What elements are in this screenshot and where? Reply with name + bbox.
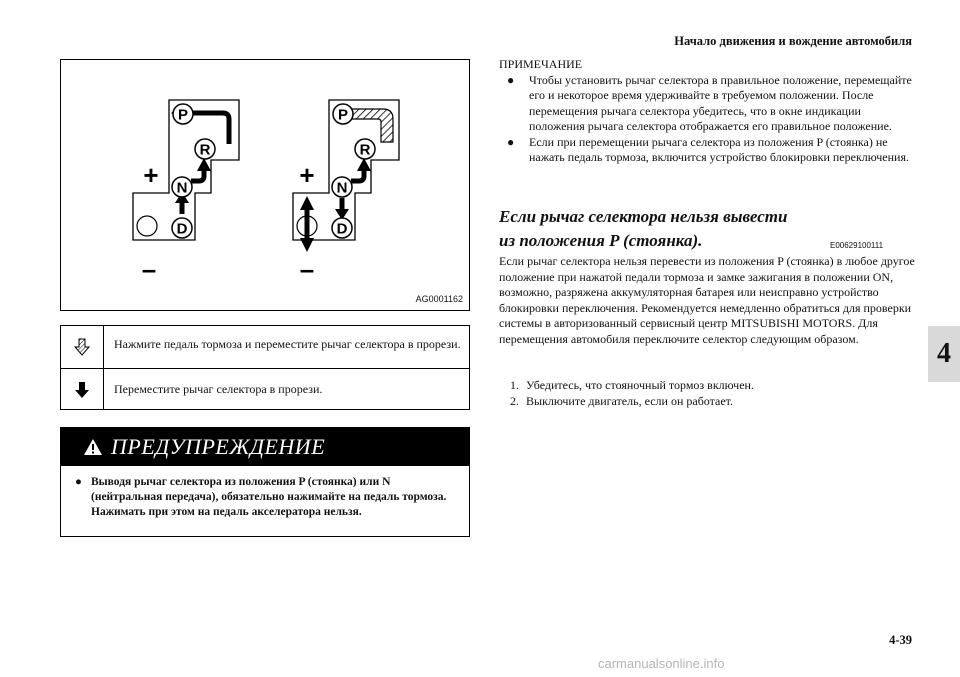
note-bullet-2-text: Если при перемещении рычага селектора из положения P (стоянка) не нажать педаль тормоза, включится устройство блокировки переключения.: [529, 134, 909, 164]
arrow-legend-table: [60, 325, 470, 410]
legend-text-1: Нажмите педаль тормоза и переместите рычаг селектора в прорези.: [114, 337, 461, 351]
legend-text-2: Переместите рычаг селектора в прорези.: [114, 382, 323, 396]
warning-triangle-icon: [83, 438, 103, 456]
page-header: Начало движения и вождение автомобиля: [674, 34, 912, 48]
right-label-d: D: [336, 220, 348, 238]
left-label-n: N: [176, 179, 188, 197]
right-minus-sign: –: [299, 254, 315, 284]
legend-row-solid: [61, 369, 469, 410]
step-2: [510, 394, 920, 410]
step-1: [510, 378, 920, 394]
right-plus-sign: +: [299, 160, 315, 190]
left-minus-sign: –: [141, 254, 157, 284]
step-1-number: 1.: [510, 378, 519, 392]
warning-box: [60, 427, 470, 537]
note-block: [499, 57, 919, 166]
section-title-line-2: из положения P (стоянка).: [499, 231, 703, 250]
section-title-line-1: Если рычаг селектора нельзя вывести: [499, 207, 788, 226]
warning-bullet: ●: [75, 476, 82, 488]
note-bullet-mark: ●: [507, 72, 515, 87]
left-knob-circle: [137, 216, 157, 236]
note-title: ПРИМЕЧАНИЕ: [499, 57, 583, 71]
chapter-tab: [928, 326, 960, 382]
step-2-number: 2.: [510, 393, 519, 408]
note-bullet-1-text: Чтобы установить рычаг селектора в правильное положение, перемещайте его и некоторое время удерживайте в требуемом положении. После перемещения рычага селектора убедитесь, что в окне индикации положения рычага селектора отображается его правильное положение.: [529, 72, 912, 133]
note-bullet-1: [499, 73, 919, 135]
right-label-n: N: [336, 179, 348, 197]
figure-code: AG0001162: [415, 294, 463, 304]
step-1-text: Убедитесь, что стояночный тормоз включен.: [526, 378, 754, 392]
left-plus-sign: +: [143, 160, 159, 190]
left-label-d: D: [176, 220, 188, 238]
steps-list: [510, 378, 920, 409]
warning-body: [61, 466, 469, 520]
section-paragraph: Если рычаг селектора нельзя перевести из положения P (стоянка) в любое другое положение при нажатой педали тормоза и замке зажигания в положении ON, возможно, разряжена аккумуляторная батарея или неисправно устройство блокировки переключения. Рекомендуется немедленно обратиться для проверки системы в авторизованный сервисный центр MITSUBISHI MOTORS. Для перемещения автомобиля переключите селектор следующим образом.: [499, 254, 915, 346]
page-number: 4-39: [889, 633, 912, 647]
right-label-r: R: [359, 141, 371, 159]
shift-gate-figure: [60, 59, 470, 311]
right-label-p: P: [337, 106, 349, 124]
warning-text-2: Нажимать при этом на педаль акселератора нельзя.: [91, 506, 362, 518]
left-label-p: P: [177, 106, 189, 124]
note-bullet-2: [499, 135, 919, 166]
warning-header: [61, 428, 469, 466]
shift-gate-diagram: [61, 60, 469, 310]
note-bullet-mark: ●: [507, 134, 515, 149]
left-label-r: R: [199, 141, 211, 159]
gray-arrow-down-icon: [61, 326, 104, 368]
warning-title: ПРЕДУПРЕЖДЕНИЕ: [111, 434, 326, 459]
chapter-tab-number: 4: [937, 338, 951, 369]
warning-text: Выводя рычаг селектора из положения P (стоянка) или N (нейтральная передача), обязательно нажимайте на педаль тормоза.: [91, 476, 447, 503]
watermark: carmanualsonline.info: [598, 656, 725, 671]
legend-row-hatched: [61, 326, 469, 369]
step-2-text: Выключите двигатель, если он работает.: [526, 393, 734, 408]
section-code: E00629100111: [830, 241, 884, 250]
black-arrow-down-icon: [61, 369, 104, 410]
